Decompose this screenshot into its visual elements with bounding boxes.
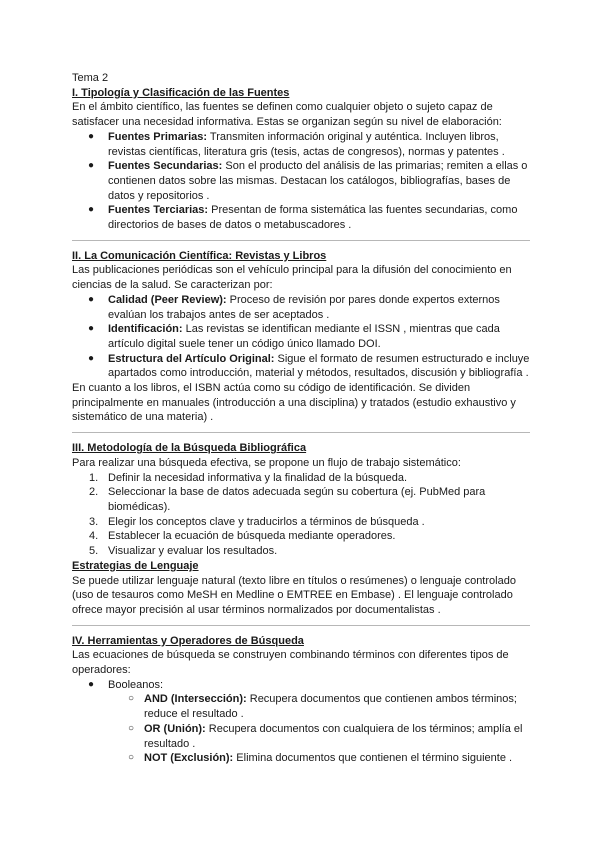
bullet-icon: ● [88,204,95,216]
hollow-bullet-icon: ○ [128,693,135,705]
list-item [72,352,530,381]
step-number: 3. [89,515,99,528]
list-item [72,544,530,559]
operator-term: OR (Unión): [144,722,206,735]
step-text: Definir la necesidad informativa y la finalidad de la búsqueda. [108,471,408,484]
step-text: Visualizar y evaluar los resultados. [108,545,278,558]
step-number: 2. [89,486,99,499]
list-item [72,529,530,544]
section-3-steps [72,471,530,559]
item-text: Proceso de revisión por pares donde expertos externos evalúan los trabajos antes de ser aceptados . [108,293,500,321]
section-3-title: III. Metodología de la Búsqueda Bibliográfica [72,442,307,455]
list-item [72,293,530,322]
item-term: Fuentes Secundarias: [108,160,223,173]
section-4-operators [72,692,530,766]
step-text: Seleccionar la base de datos adecuada según su cobertura (ej. PubMed para biomédicas). [108,486,486,513]
item-term: Fuentes Primarias: [108,130,208,143]
bullet-icon: ● [88,293,95,305]
list-item [72,678,530,693]
item-text: Transmiten información original y auténtica. Incluyen libros, revistas científicas, literatura gris (tesis, actas de congresos), normas y patentes . [108,130,505,158]
item-text: Presentan de forma sistemática las fuentes secundarias, como directorios de bases de datos o metabuscadores . [108,204,518,232]
bullet-icon: ● [88,323,95,335]
list-item [72,159,530,203]
step-number: 5. [89,545,99,558]
item-term: Estructura del Artículo Original: [108,352,275,365]
section-4-title: IV. Herramientas y Operadores de Búsqueda [72,634,304,647]
operator-term: NOT (Exclusión): [144,752,234,765]
step-text: Elegir los conceptos clave y traducirlos a términos de búsqueda . [108,515,425,528]
section-3-intro: Para realizar una búsqueda efectiva, se propone un flujo de trabajo sistemático: [72,456,461,469]
step-number: 4. [89,530,99,543]
section-2-intro: Las publicaciones periódicas son el vehículo principal para la difusión del conocimiento en ciencias de la salud. Se caracterizan por: [72,264,512,292]
item-term: Calidad (Peer Review): [108,293,227,306]
bullet-icon: ● [88,130,95,142]
section-divider [72,625,530,626]
section-2-title: II. La Comunicación Científica: Revistas y Libros [72,249,327,262]
section-divider [72,432,530,433]
item-text: Sigue el formato de resumen estructurado e incluye apartados como introducción, material y métodos, resultados, discusión y bibliografía . [108,352,530,380]
section-2-outro: En cuanto a los libros, el ISBN actúa como su código de identificación. Se dividen principalmente en manuales (introducción a una disciplina) y tratados (estudio exhaustivo y sistemático de una materia) . [72,382,516,424]
section-4-list [72,678,530,693]
list-item [72,515,530,530]
section-4-intro: Las ecuaciones de búsqueda se construyen combinando términos con diferentes tipos de operadores: [72,649,509,677]
section-2-list [72,293,530,381]
list-item [72,130,530,159]
list-item [72,471,530,486]
section-1-list [72,130,530,233]
item-term: Identificación: [108,323,183,336]
item-text: Son el producto del análisis de las primarias; remiten a ellas o contienen datos sobre las mismas. Destacan los catálogos, bibliografías, bases de datos y repositorios . [108,160,528,202]
section-divider [72,240,530,241]
list-item [72,485,530,514]
section-3-subheading: Estrategias de Lenguaje [72,559,199,572]
section-1-title: I. Tipología y Clasificación de las Fuentes [72,86,290,99]
list-item [72,751,530,766]
list-item [72,203,530,232]
item-term: Fuentes Terciarias: [108,204,209,217]
section-1-intro: En el ámbito científico, las fuentes se definen como cualquier objeto o sujeto capaz de satisfacer una necesidad informativa. Estas se organizan según su nivel de elaboración: [72,101,502,129]
document-label: Tema 2 [72,72,109,84]
list-item [72,692,530,721]
document-body [72,71,530,766]
step-number: 1. [89,471,99,484]
list-item [72,322,530,351]
item-text: Las revistas se identifican mediante el ISSN , mientras que cada artículo digital suele tener un código único llamado DOI. [108,323,500,350]
operator-text: Recupera documentos que contienen ambos términos; reduce el resultado . [144,693,517,721]
bullet-icon: ● [88,160,95,172]
bullet-icon: ● [88,678,95,690]
operator-text: Recupera documentos con cualquiera de los términos; amplía el resultado . [144,722,523,750]
step-text: Establecer la ecuación de búsqueda mediante operadores. [108,530,396,543]
list-item [72,722,530,751]
operator-text: Elimina documentos que contienen el término siguiente . [233,752,513,765]
group-label: Booleanos: [108,678,164,691]
operator-term: AND (Intersección): [144,693,247,706]
hollow-bullet-icon: ○ [128,752,135,764]
section-3-subtext: Se puede utilizar lenguaje natural (texto libre en títulos o resúmenes) o lenguaje controlado (uso de tesauros como MeSH en Medline o EMTREE en Embase) . El lenguaje controlado ofrece mayor precisión al usar términos normalizados por documentalistas . [72,574,516,616]
bullet-icon: ● [88,352,95,364]
hollow-bullet-icon: ○ [128,722,135,734]
